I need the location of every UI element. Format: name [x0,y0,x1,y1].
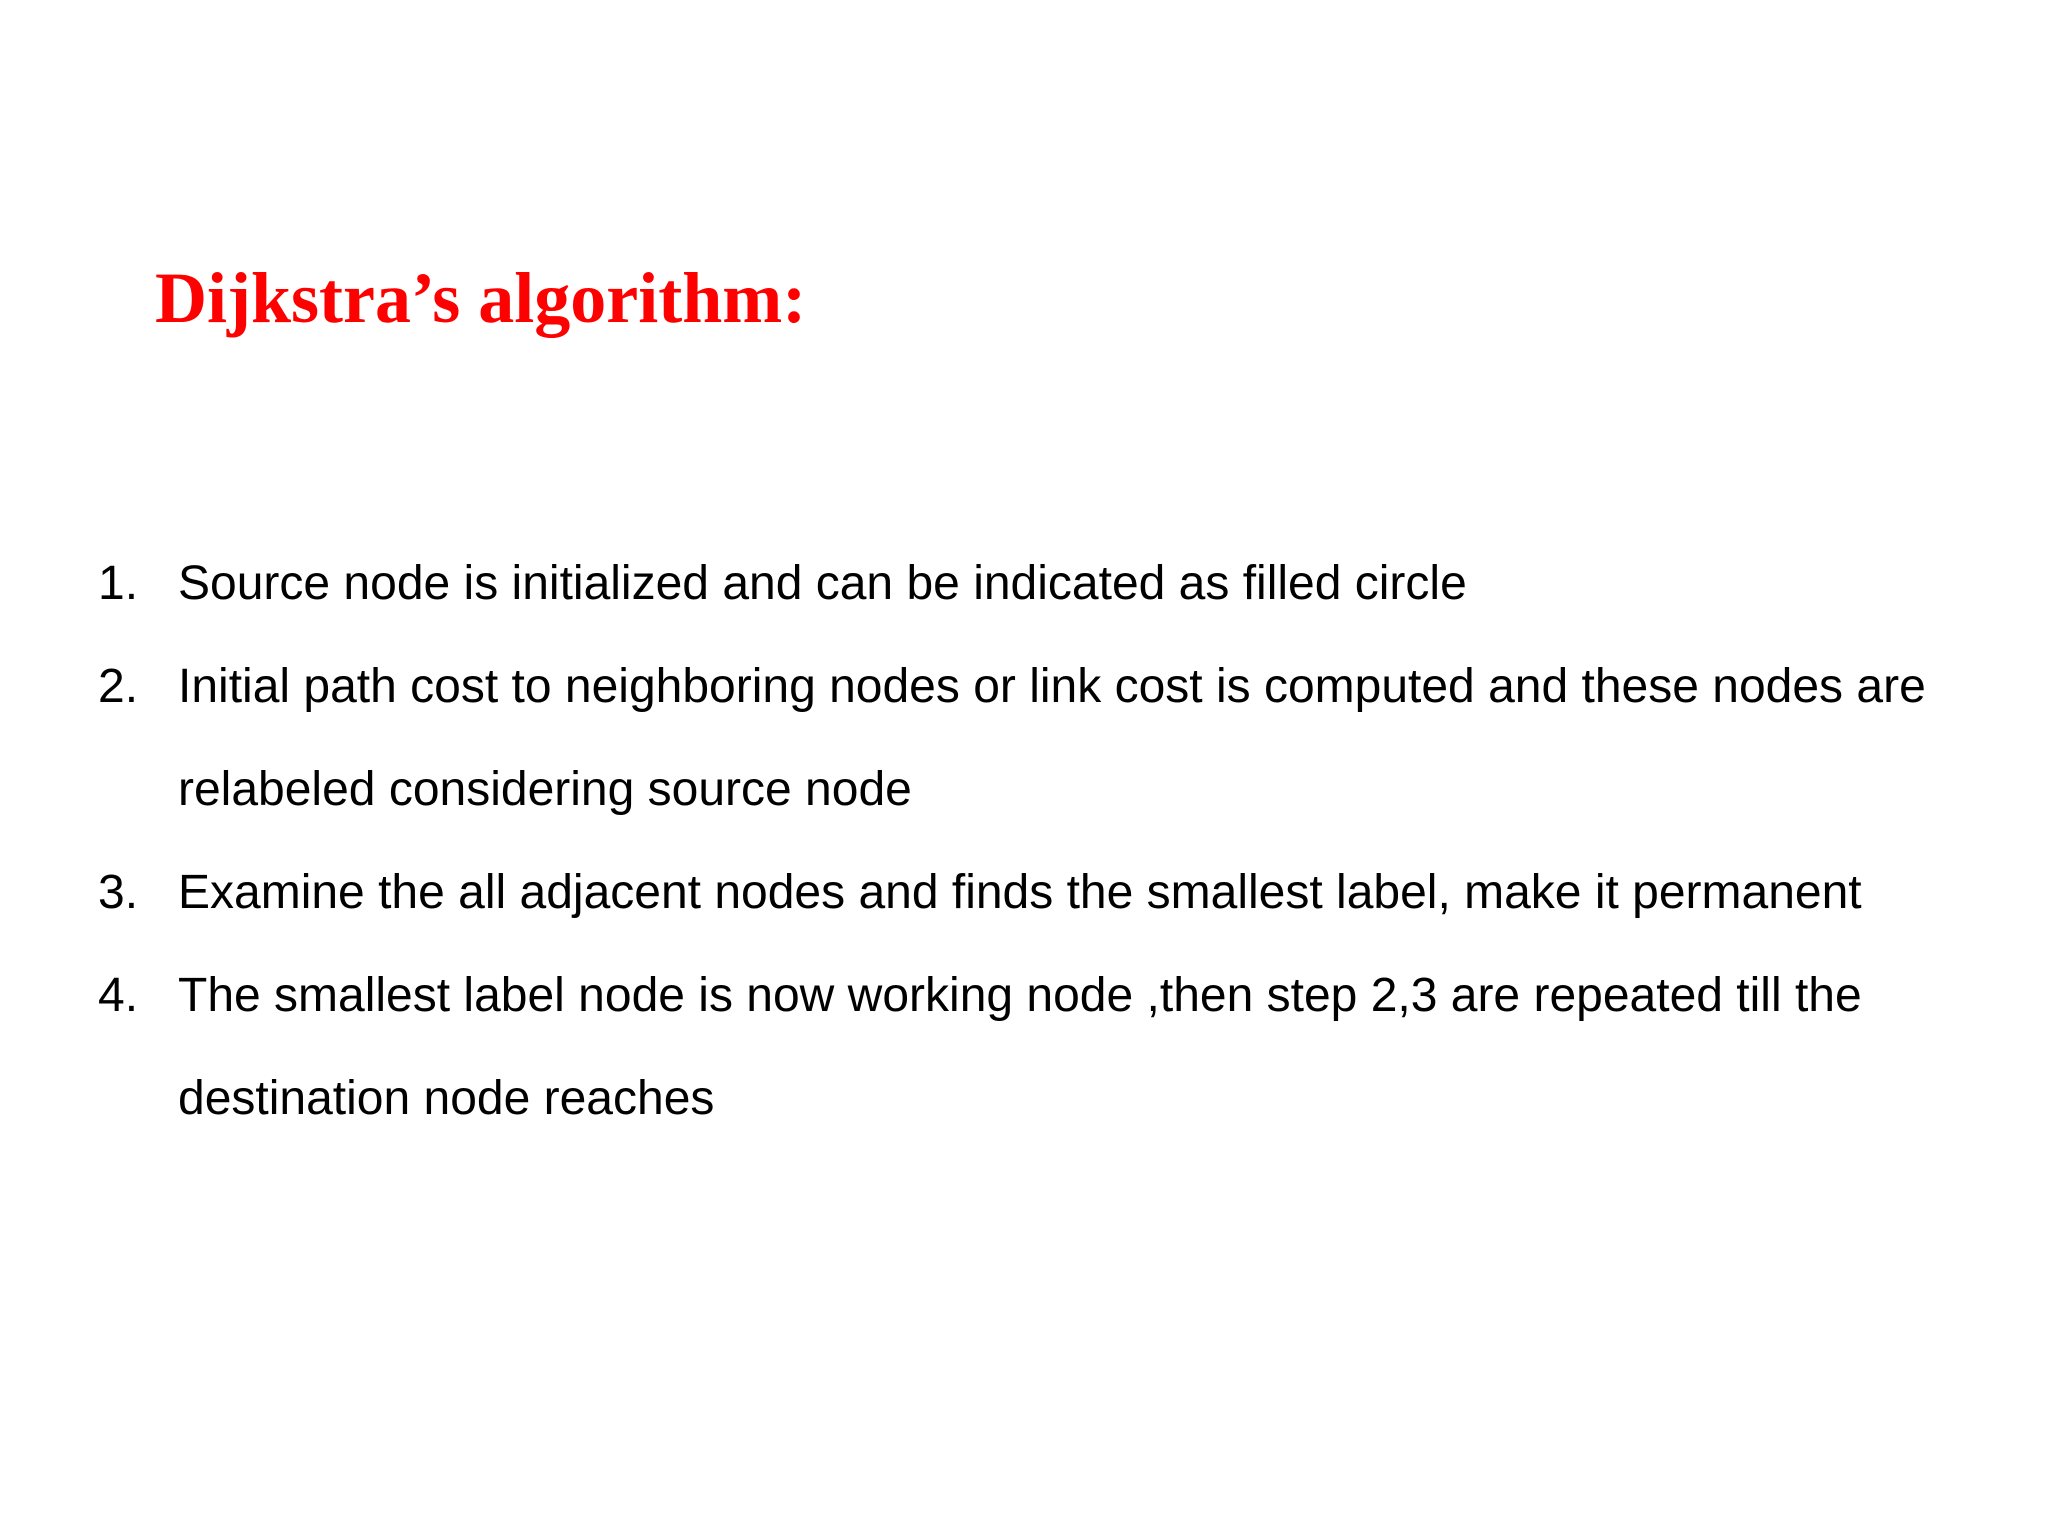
step-number: 4. [98,969,139,1022]
step-text: Initial path cost to neighboring nodes or link cost is computed and these nodes are relabeled considering source node [178,660,1926,816]
step-text: Examine the all adjacent nodes and finds the smallest label, make it permanent [178,866,1862,919]
list-item [98,944,2028,1150]
step-number: 1. [98,557,139,610]
step-number: 2. [98,660,139,713]
step-text: Source node is initialized and can be indicated as filled circle [178,557,1467,610]
list-item [98,841,2028,944]
steps-list [98,532,2028,1150]
step-number: 3. [98,866,139,919]
list-item [98,532,2028,635]
slide-title: Dijkstra’s algorithm: [155,258,807,338]
list-item [98,635,2028,841]
step-text: The smallest label node is now working node ,then step 2,3 are repeated till the destination node reaches [178,969,1862,1125]
